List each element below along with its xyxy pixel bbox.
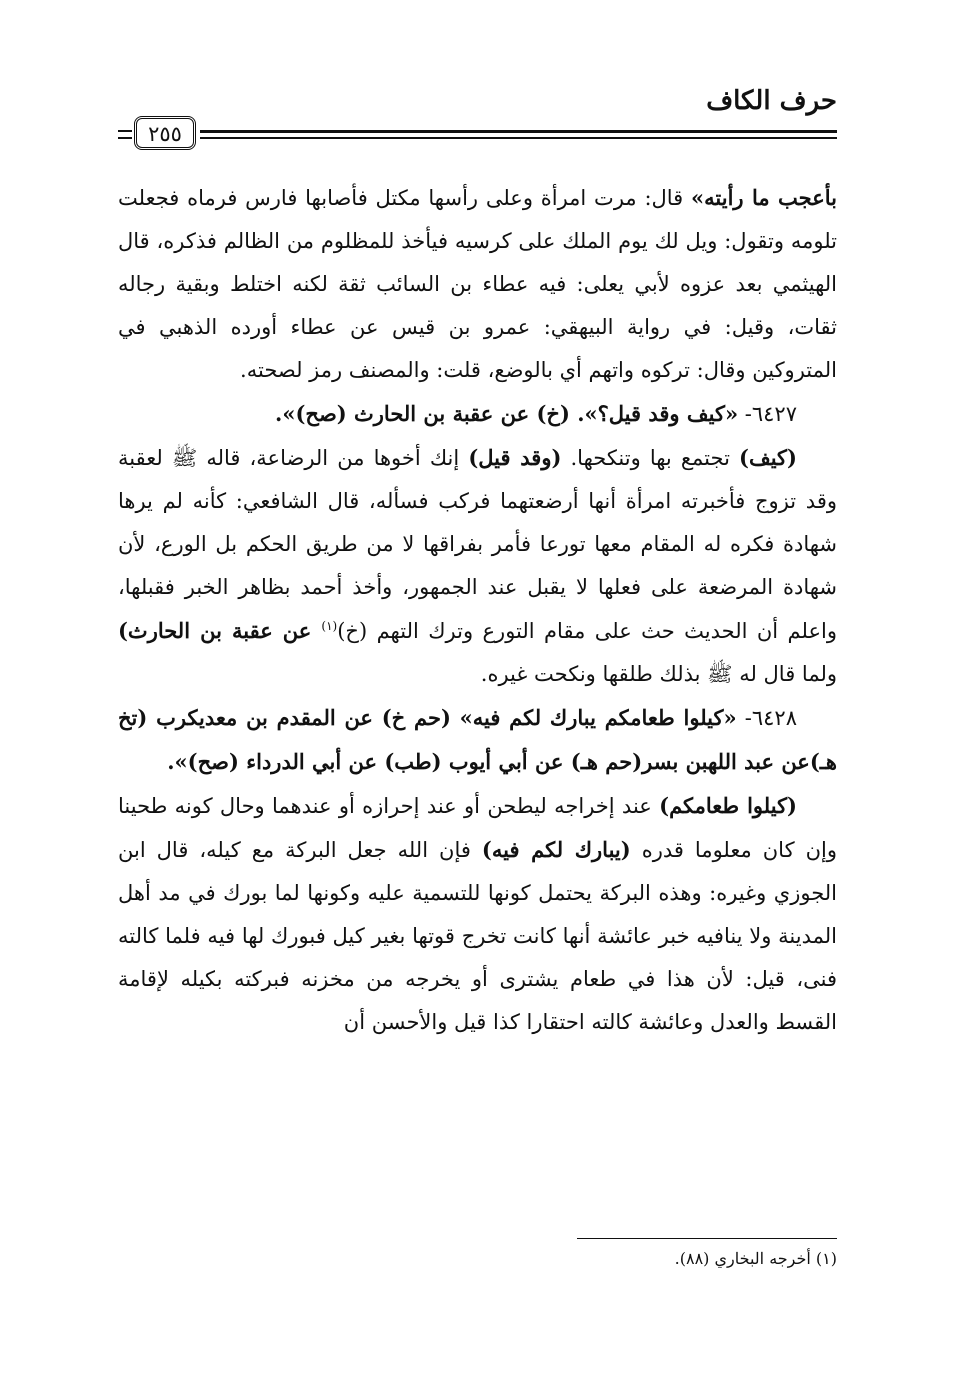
bold-phrase: (وقد قيل) (468, 445, 562, 470)
text-run: ولما قال له ﷺ بذلك طلقها ونكحت غيره. (480, 662, 837, 686)
text-run: فإن الله جعل البركة مع كيله، قال ابن الجوزي وغيره: وهذه البركة يحتمل كونها للتسمية عليه وكونها لما بورك في مد أهل المدينة ولا ينافيه خبر عائشة أنها كانت تخرج قوتها بغير كيل فبورك لها فيه فلما كالته فنى، قيل: لأن هذا في طعام يشترى أو يخرجه من مخزنه فبركته بكيله لإقامة القسط والعدل وعائشة كالته احتقارا كذا قيل والأحسن أن (118, 838, 837, 1034)
bold-phrase: بأعجب ما رأيته» (691, 185, 838, 210)
footnote-separator (577, 1238, 837, 1239)
bold-phrase: (كيلوا طعامكم) (659, 793, 797, 818)
text-run: إنك أخوها من الرضاعة، قاله ﷺ لعقبة وقد تزوج فأخبرته امرأة أنها أرضعتهما فركب فسأله، قال الشافعي: كأنه لم يرها شهادة فكره له المقام معها تورعا فأمر بفراقها لا من طريق الحكم بل الورع، لأن شهادة المرضعة على فعلها لا يقبل عند الجمهور، وأخذ أحمد بظاهر الخبر فقبلها، واعلم أن الحديث حث على مقام التورع وترك التهم (خ) (118, 446, 837, 643)
entry-number: ٦٤٢٨- (736, 706, 797, 730)
footnote: (١) أخرجه البخاري (٨٨). (674, 1249, 837, 1268)
text-run: قال: مرت امرأة وعلى رأسها مكتل فأصابها فارس فرماه فجعلت تلومه وتقول: ويل لك يوم الملك على كرسيه فيأخذ للمظلوم من الظالم فذكره، قال الهيثمي بعد عزوه لأبي يعلى: فيه عطاء بن السائب ثقة لكنه اختلط وبقية رجاله ثقات، وقيل: في رواية البيهقي: عمرو بن قيس عن عطاء أورده الذهبي في المتروكين وقال: تركوه واتهم أي بالوضع، قلت: والمصنف رمز لصحته. (118, 186, 837, 382)
entry-number: ٦٤٢٧- (738, 402, 797, 426)
bold-phrase: عن عقبة بن الحارث) (118, 618, 322, 643)
text-run: تجتمع بها وتنكحها. (561, 446, 740, 470)
main-text (118, 176, 837, 1044)
running-title: حرف الكاف (706, 86, 837, 116)
rule-line-top (200, 130, 837, 133)
hadith-entry-6428 (118, 696, 837, 784)
page-number: ٢٥٥ (134, 116, 196, 150)
rule-tick-bottom (118, 137, 132, 139)
bold-phrase: (كيف) (739, 445, 797, 470)
bold-phrase: (يبارك لكم فيه) (481, 837, 631, 862)
commentary-6428 (118, 784, 837, 1044)
rule-tick-top (118, 130, 132, 132)
rule-line-bottom (200, 137, 837, 139)
commentary-6427 (118, 436, 837, 696)
header-rule (118, 116, 837, 156)
hadith-entry-6427 (118, 392, 837, 436)
hadith-text: «كيف وقد قيل؟». (خ) عن عقبة بن الحارث (صح)». (275, 401, 739, 426)
hadith-text: «كيلوا طعامكم يبارك لكم فيه» (حم خ) عن المقدم بن معديكرب (تخ هـ)عن عبد اللهبن بسر(حم هـ) عن أبي أيوب (طب) عن أبي الدرداء (صح)». (118, 705, 837, 774)
footnote-marker: (١) (321, 619, 338, 633)
paragraph-continuation (118, 176, 837, 392)
text-run: عند إخراجه ليطحن أو عند إحرازه أو عندهما وحال كونه طحينا وإن كان معلوما قدره (118, 794, 837, 862)
